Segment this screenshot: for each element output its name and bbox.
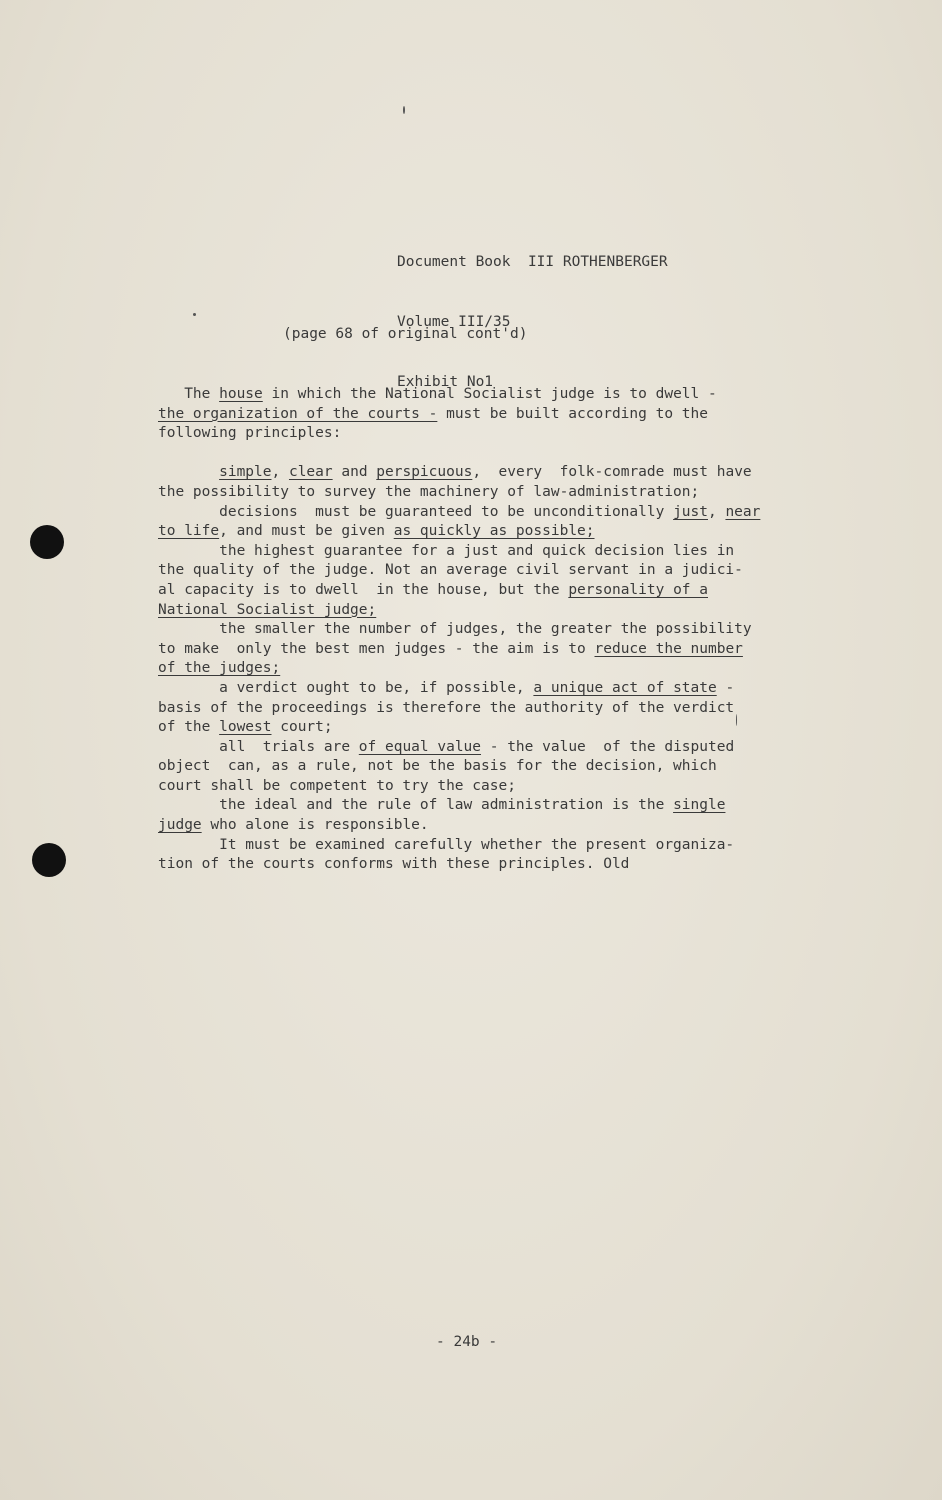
body-line: object can, as a rule, not be the basis for the decision, which <box>158 758 717 775</box>
body-line: The house in which the National Socialist judge is to dwell - <box>158 386 717 402</box>
body-line: It must be examined carefully whether the present organiza- <box>158 836 735 853</box>
body-line: court shall be competent to try the case; <box>158 777 516 794</box>
body-line: a verdict ought to be, if possible, a unique act of state - <box>158 679 735 696</box>
body-line: the quality of the judge. Not an average civil servant in a judici- <box>158 562 743 579</box>
body-line: judge who alone is responsible. <box>158 817 429 834</box>
body-line: tion of the courts conforms with these principles. Old <box>158 856 630 873</box>
paper-speck <box>193 313 196 316</box>
body-line: the ideal and the rule of law administration is the single <box>158 797 726 814</box>
body-line: simple, clear and perspicuous, every folk-comrade must have <box>219 464 752 481</box>
body-line: to life, and must be given as quickly as possible; <box>158 523 595 540</box>
body-line: the highest guarantee for a just and quick decision lies in <box>158 542 735 559</box>
punch-hole-bottom <box>32 843 66 877</box>
header-volume: Volume III/35 <box>397 314 511 330</box>
body-line: following principles: <box>158 425 342 442</box>
body-line: the organization of the courts - must be built according to the <box>158 405 708 422</box>
body-line: decisions must be guaranteed to be unconditionally just, near <box>158 503 761 520</box>
paper-speck <box>403 106 405 114</box>
header-document-book: Document Book III ROTHENBERGER <box>397 254 668 270</box>
body-line: all trials are of equal value - the value of the disputed <box>158 738 735 755</box>
body-line: al capacity is to dwell in the house, but the personality of a <box>158 581 708 598</box>
body-line: to make only the best men judges - the aim is to reduce the number <box>158 640 743 657</box>
continuation-note: (page 68 of original cont'd) <box>283 326 528 342</box>
page-number: - 24b - <box>436 1334 498 1350</box>
paragraph-gap <box>158 444 818 464</box>
body-line: the smaller the number of judges, the greater the possibility <box>158 621 752 638</box>
body-line: basis of the proceedings is therefore the authority of the verdict <box>158 699 735 716</box>
body-line: National Socialist judge; <box>158 601 377 618</box>
body-text <box>158 385 818 875</box>
punch-hole-top <box>30 525 64 559</box>
header-exhibit: Exhibit No1 <box>397 374 494 390</box>
body-line: the possibility to survey the machinery of law-administration; <box>158 483 700 500</box>
body-line: of the judges; <box>158 660 281 677</box>
body-line: of the lowest court; <box>158 719 333 736</box>
